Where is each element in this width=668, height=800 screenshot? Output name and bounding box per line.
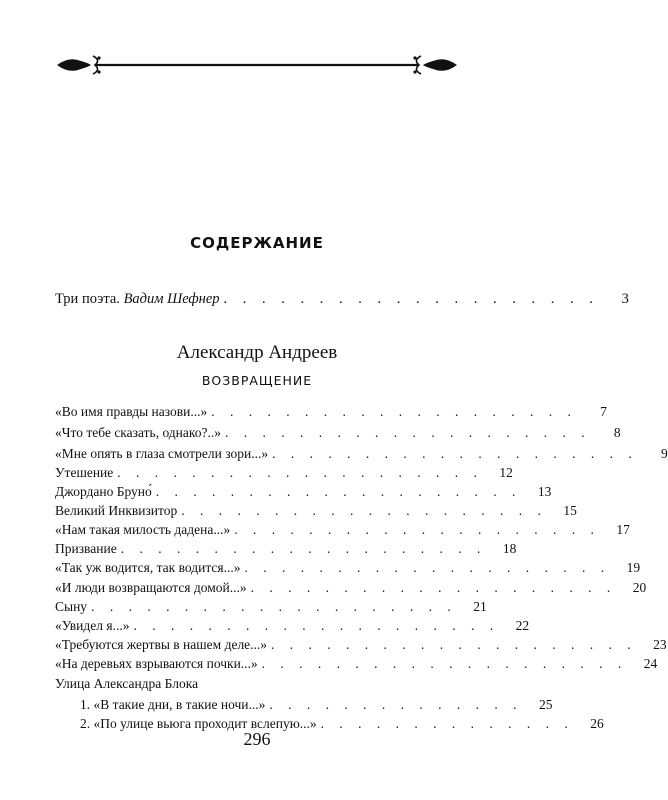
entry-title: «На деревьях взрываются почки...» bbox=[55, 656, 258, 671]
entry-page: 7 bbox=[600, 404, 607, 419]
entry-title: Утешение bbox=[55, 465, 114, 480]
leader-dots: . . . . . . . . . . . . . . . . . . . . bbox=[91, 599, 457, 614]
entry-page: 3 bbox=[621, 291, 629, 307]
toc-entry bbox=[55, 618, 530, 638]
ornament-divider bbox=[55, 52, 459, 78]
toc-entry bbox=[55, 541, 517, 561]
entry-page: 19 bbox=[626, 560, 641, 575]
entry-page: 20 bbox=[632, 580, 647, 595]
leader-dots: . . . . . . . . . . . . . . . . . . . . bbox=[120, 541, 487, 556]
toc-entry-group bbox=[55, 676, 460, 696]
entry-page: 18 bbox=[502, 541, 517, 556]
toc-entry bbox=[55, 522, 630, 542]
leader-dots: . . . . . . . . . . . . . . bbox=[269, 697, 523, 712]
leader-dots: . . . . . . . . . . . . . . . . . . . . bbox=[261, 656, 628, 671]
page-number: 296 bbox=[243, 729, 271, 749]
leader-dots: . . . . . . . . . . . . . . . . . . . . bbox=[244, 560, 611, 575]
entry-title: Улица Александра Блока bbox=[55, 676, 199, 691]
entry-title: Сыну bbox=[55, 599, 88, 614]
leader-dots: . . . . . . . . . . . . . . . . . . . . bbox=[234, 522, 600, 537]
entry-title: «Что тебе сказать, однако?..» bbox=[55, 425, 222, 440]
leader-dots: . . . . . . . . . . . . . . . . . . . . bbox=[271, 637, 637, 652]
leader-dots: . . . . . . . . . . . . . . . . . . . . bbox=[133, 618, 500, 633]
toc-entry bbox=[55, 599, 487, 619]
leader-dots: . . . . . . . . . . . . . . . . . . . . bbox=[272, 446, 638, 461]
entry-page: 13 bbox=[537, 484, 552, 499]
entry-page: 17 bbox=[616, 522, 630, 537]
toc-entry bbox=[55, 465, 513, 485]
leader-dots: . . . . . . . . . . . . . . . . . . . . bbox=[225, 425, 591, 440]
entry-page: 26 bbox=[590, 716, 604, 731]
toc-entry bbox=[55, 446, 668, 466]
entry-title: «Во имя правды назови...» bbox=[55, 404, 208, 419]
entry-page: 9 bbox=[660, 446, 668, 461]
toc-entry bbox=[55, 484, 552, 504]
toc-heading: СОДЕРЖАНИЕ bbox=[190, 234, 324, 252]
toc-entry bbox=[55, 503, 577, 523]
entry-page: 12 bbox=[499, 465, 513, 480]
entry-page: 15 bbox=[563, 503, 577, 518]
leader-dots: . . . . . . . . . . . . . . . . . . . . bbox=[223, 291, 599, 307]
toc-entry bbox=[55, 404, 607, 424]
entry-title: «Так уж водится, так водится...» bbox=[55, 560, 241, 575]
entry-title: 1. «В такие дни, в такие ночи...» bbox=[80, 697, 266, 712]
toc-entry bbox=[55, 637, 667, 657]
section-title: ВОЗВРАЩЕНИЕ bbox=[201, 373, 313, 388]
entry-title: Джордано Бруно́ bbox=[55, 484, 152, 499]
toc-entry-intro bbox=[55, 291, 629, 311]
entry-title: Три поэта. Вадим Шефнер bbox=[55, 291, 220, 307]
entry-page: 24 bbox=[643, 656, 658, 671]
entry-page: 23 bbox=[653, 637, 667, 652]
entry-title: «Мне опять в глаза смотрели зори...» bbox=[55, 446, 269, 461]
entry-page: 22 bbox=[515, 618, 530, 633]
entry-page: 25 bbox=[539, 697, 553, 712]
entry-title: «Увидел я...» bbox=[55, 618, 130, 633]
entry-title: Великий Инквизитор bbox=[55, 503, 178, 518]
toc-entry bbox=[55, 580, 647, 600]
leader-dots: . . . . . . . . . . . . . . . . . . . . bbox=[117, 465, 483, 480]
leader-dots: . . . . . . . . . . . . . . . . . . . . bbox=[250, 580, 617, 595]
entry-title: «И люди возвращаются домой...» bbox=[55, 580, 247, 595]
entry-author: Вадим Шефнер bbox=[123, 291, 220, 307]
entry-title: Призвание bbox=[55, 541, 117, 556]
entry-title: «Нам такая милость дадена...» bbox=[55, 522, 231, 537]
leader-dots: . . . . . . . . . . . . . . . . . . . . bbox=[211, 404, 577, 419]
toc-entry bbox=[55, 560, 641, 580]
leader-dots: . . . . . . . . . . . . . . bbox=[320, 716, 574, 731]
toc-entry bbox=[55, 425, 621, 445]
leader-dots: . . . . . . . . . . . . . . . . . . . . bbox=[181, 503, 547, 518]
entry-title: «Требуются жертвы в нашем деле...» bbox=[55, 637, 268, 652]
entry-page: 8 bbox=[613, 425, 621, 440]
poet-name: Александр Андреев bbox=[176, 342, 338, 363]
entry-page: 21 bbox=[473, 599, 487, 614]
entry-title: 2. «По улице вьюга проходит вслепую...» bbox=[80, 716, 317, 731]
toc-entry bbox=[55, 656, 658, 676]
leader-dots: . . . . . . . . . . . . . . . . . . . . bbox=[155, 484, 522, 499]
toc-subentry bbox=[80, 697, 553, 717]
